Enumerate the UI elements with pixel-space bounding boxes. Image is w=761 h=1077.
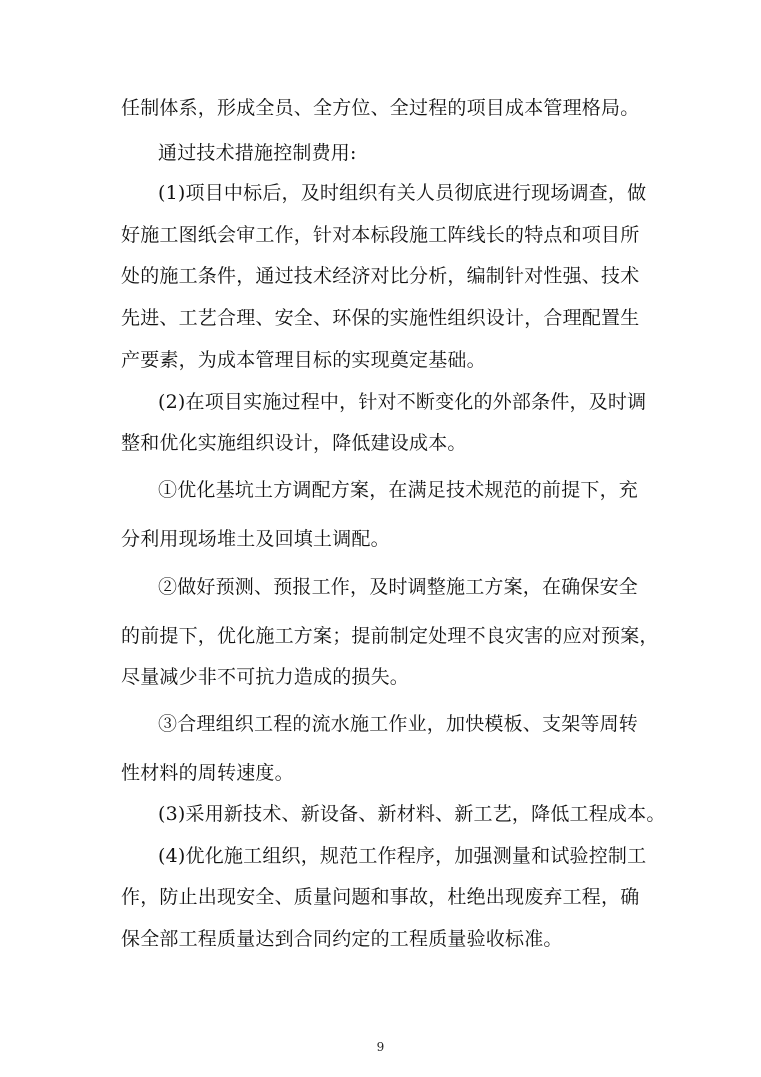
text-line: ①优化基坑土方调配方案，在满足技术规范的前提下，充 xyxy=(158,479,639,501)
text-line: 任制体系，形成全员、全方位、全过程的项目成本管理格局。 xyxy=(121,97,640,119)
text-line: (1)项目中标后，及时组织有关人员彻底进行现场调查，做 xyxy=(158,182,647,204)
page-number: 9 xyxy=(376,1040,385,1054)
text-line: (4)优化施工组织，规范工作程序，加强测量和试验控制工 xyxy=(158,845,647,867)
text-line: 整和优化实施组织设计，降低建设成本。 xyxy=(121,432,467,454)
text-line: 作，防止出现安全、质量问题和事故，杜绝出现废弃工程，确 xyxy=(121,886,640,908)
text-line: 通过技术措施控制费用: xyxy=(158,142,357,164)
text-line: ③合理组织工程的流水施工作业，加快模板、支架等周转 xyxy=(158,713,639,735)
text-line: 先进、工艺合理、安全、环保的实施性组织设计，合理配置生 xyxy=(121,307,640,329)
text-line: 处的施工条件，通过技术经济对比分析，编制针对性强、技术 xyxy=(121,265,640,287)
text-line: 分利用现场堆土及回填土调配。 xyxy=(121,528,390,550)
text-line: 的前提下，优化施工方案；提前制定处理不良灾害的应对预案， xyxy=(121,625,659,647)
text-line: 尽量减少非不可抗力造成的损失。 xyxy=(121,666,410,688)
text-line: 产要素，为成本管理目标的实现奠定基础。 xyxy=(121,349,486,371)
text-line: (2)在项目实施过程中，针对不断变化的外部条件，及时调 xyxy=(158,391,647,413)
text-line: ②做好预测、预报工作，及时调整施工方案，在确保安全 xyxy=(158,576,639,598)
text-line: 性材料的周转速度。 xyxy=(121,762,294,784)
text-line: (3)采用新技术、新设备、新材料、新工艺，降低工程成本。 xyxy=(158,803,666,825)
text-line: 保全部工程质量达到合同约定的工程质量验收标准。 xyxy=(121,928,563,950)
text-line: 好施工图纸会审工作，针对本标段施工阵线长的特点和项目所 xyxy=(121,224,640,246)
